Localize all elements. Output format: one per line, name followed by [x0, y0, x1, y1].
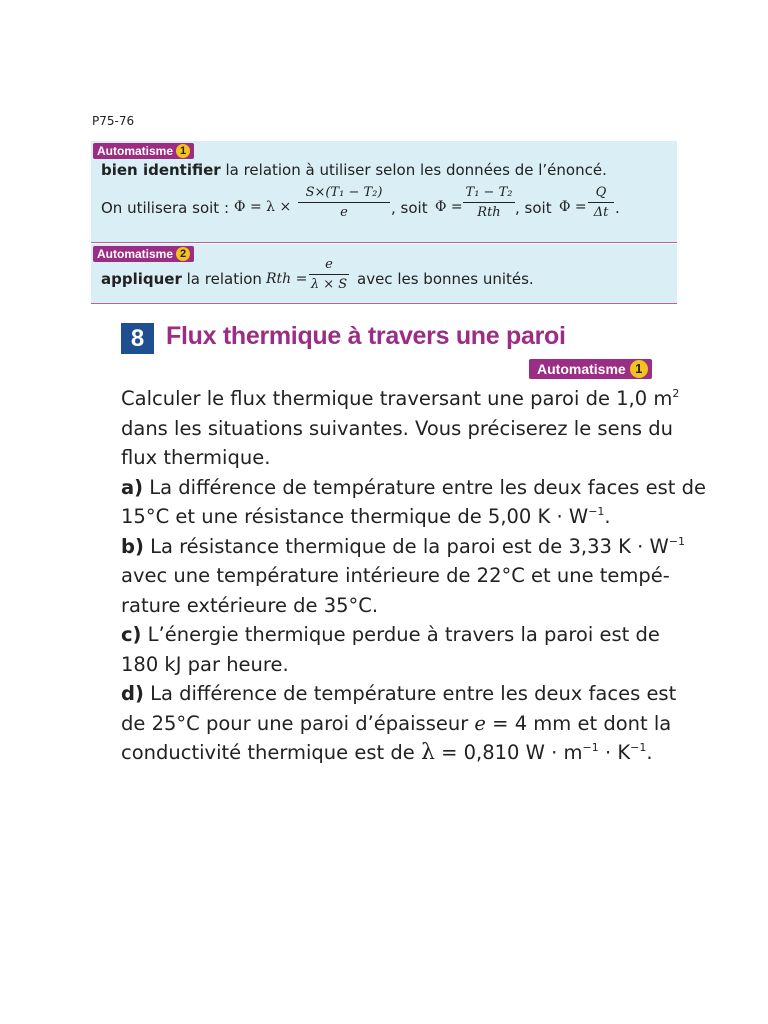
rth-fraction [309, 257, 349, 292]
soit-1: , soit [391, 199, 428, 217]
automatisme-1-sentence [101, 161, 607, 179]
automatisme-number-badge: 1 [176, 144, 190, 158]
formula-3-denominator: Δt [593, 205, 609, 220]
formula-2-denominator: Rth [477, 205, 501, 220]
phi-symbol: Φ [435, 199, 447, 215]
question-d: d) La différence de température entre les deux faces est de 25°C pour une paroi d’épaisseur e = 4 mm et dont la conductivité thermique est de λ = 0,810 $W \cdot m^{-1} \cdot K^{-1}$. [121, 682, 677, 765]
formula-3-numerator: Q [595, 185, 607, 200]
automatisme-1-box [91, 141, 677, 243]
automatisme-tag-label: Automatisme [97, 247, 174, 261]
formula-intro: On utilisera soit : [101, 199, 230, 217]
automatisme-1-bold-lead: bien identifier [101, 161, 221, 179]
question-a-label: a) [121, 475, 144, 499]
automatisme-tag-label: Automatisme [97, 144, 174, 158]
rth-denominator: λ × S [310, 277, 348, 292]
question-c: c) L’énergie thermique perdue à travers la paroi est de 180 kJ par heure. [121, 623, 660, 676]
automatisme-2-box [91, 244, 677, 304]
automatisme-2-text-post: avec les bonnes unités. [357, 270, 534, 288]
page-label: P75-76 [92, 114, 135, 128]
automatisme-2-tag [93, 246, 194, 262]
formula-1-pre: = λ × [249, 199, 292, 215]
formula-3-fraction [588, 185, 614, 220]
question-b: b) La résistance thermique de la paroi est de 3,33 $K \cdot W^{-1}$ avec une température intérieure de 22°C et une tempé- rature extérieure de 35°C. [121, 534, 685, 617]
question-b-label: b) [121, 534, 144, 558]
formula-end: . [615, 199, 620, 217]
formula-3-lhs: Φ = [559, 199, 587, 215]
soit-2: , soit [515, 199, 552, 217]
formula-2-fraction [463, 185, 515, 220]
rth-numerator: e [325, 257, 333, 272]
formula-2-lhs: Φ = [435, 199, 463, 215]
formula-1-lhs [234, 199, 291, 215]
question-d-label: d) [121, 682, 144, 705]
intro-line-2: dans les situations suivantes. Vous préciserez le sens du [121, 416, 674, 440]
phi-symbol: Φ [559, 199, 571, 215]
automatisme-2-bold-lead: appliquer [101, 270, 182, 288]
rth-symbol: Rth = [266, 271, 308, 287]
formula-1-fraction [298, 185, 390, 220]
automatisme-1-rest: la relation à utiliser selon les données de l’énoncé. [220, 161, 607, 179]
intro-line-3: flux thermique. [121, 446, 271, 469]
automatisme-1-tag [93, 143, 194, 159]
exercise-intro [121, 384, 680, 473]
automatisme-number-badge: 2 [176, 247, 190, 261]
exercise-automatisme-tag [529, 359, 652, 379]
automatisme-tag-label: Automatisme [537, 361, 626, 377]
question-c-label: c) [121, 623, 142, 646]
automatisme-number-badge: 1 [630, 360, 648, 378]
question-a: a) La différence de température entre les deux faces est de 15°C et une résistance thermique de 5,00 $K \cdot W^{-1}$. [121, 475, 707, 528]
automatisme-2-text-pre: la relation [181, 270, 262, 288]
automatisme-2-sentence [101, 270, 262, 288]
exercise-title: Flux thermique à travers une paroi [166, 322, 566, 350]
formula-2-numerator: T₁ − T₂ [465, 185, 513, 200]
intro-line-1: Calculer le flux thermique traversant une paroi de 1,0 $m^2$ [121, 387, 680, 410]
phi-symbol: Φ [234, 199, 246, 215]
exercise-number-badge: 8 [121, 323, 154, 354]
formula-1-numerator: S×(T₁ − T₂) [305, 185, 383, 200]
exercise-body [121, 384, 707, 768]
formula-1-denominator: e [340, 205, 348, 220]
